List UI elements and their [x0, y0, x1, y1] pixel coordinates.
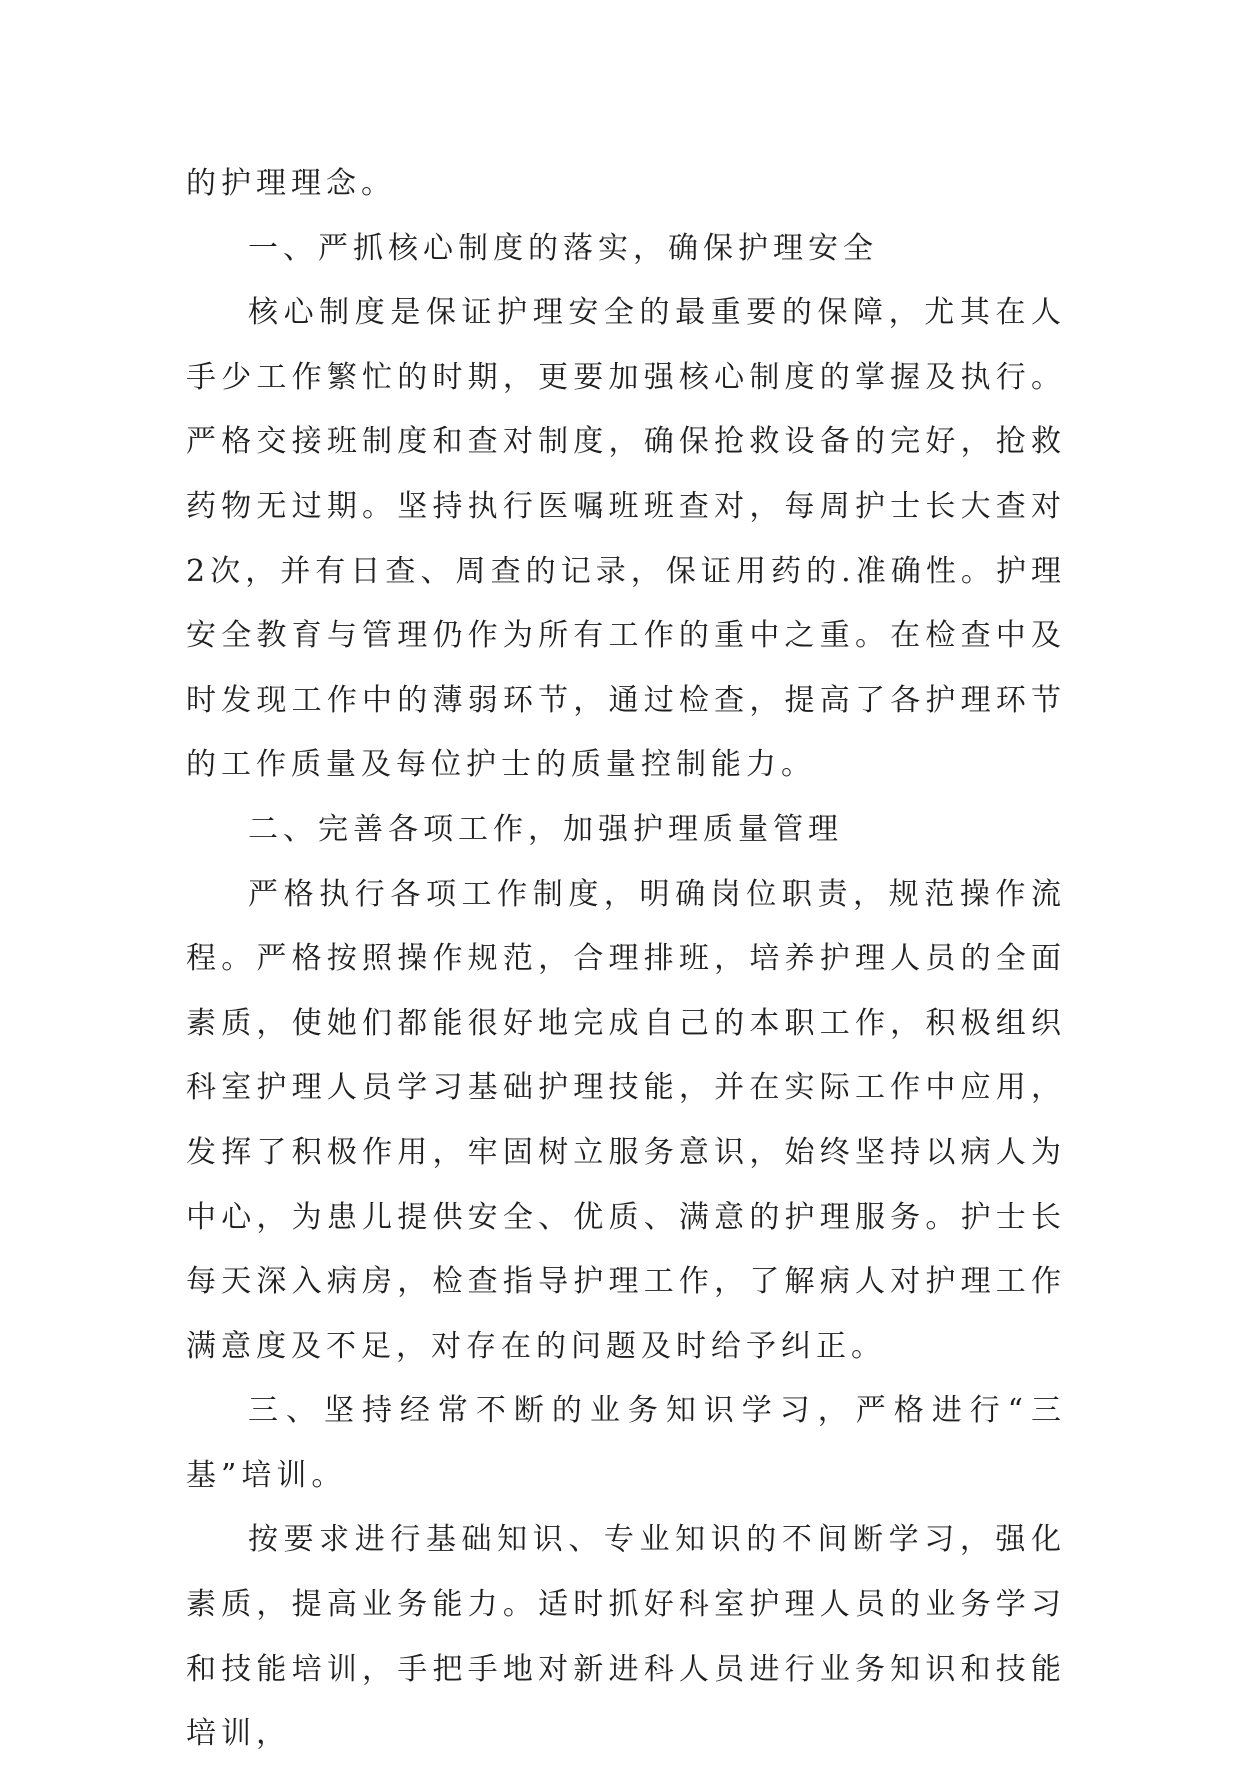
section-heading-1: 一、严抓核心制度的落实，确保护理安全 [248, 230, 878, 266]
section-heading-2: 二、完善各项工作，加强护理质量管理 [248, 811, 843, 847]
section-heading-3: 三、坚持经常不断的业务知识学习，严格进行“三基”培训。 [186, 1393, 1066, 1493]
paragraph-quality-management: 严格执行各项工作制度，明确岗位职责，规范操作流程。严格按照操作规范，合理排班，培养护理人员的全面素质，使她们都能很好地完成自己的本职工作，积极组织科室护理人员学习基础护理技能，并在实际工作中应用，发挥了积极作用，牢固树立服务意识，始终坚持以病人为中心，为患儿提供安全、优质、满意的护理服务。护士长每天深入病房，检查指导护理工作，了解病人对护理工作满意度及不足，对存在的问题及时给予纠正。 [186, 876, 1066, 1364]
document-body [186, 152, 1066, 1767]
paragraph-core-system: 核心制度是保证护理安全的最重要的保障，尤其在人手少工作繁忙的时期，更要加强核心制度的掌握及执行。严格交接班制度和查对制度，确保抢救设备的完好，抢救药物无过期。坚持执行医嘱班班查对，每周护士长大查对2次，并有日查、周查的记录，保证用药的.准确性。护理安全教育与管理仍作为所有工作的重中之重。在检查中及时发现工作中的薄弱环节，通过检查，提高了各护理环节的工作质量及每位护士的质量控制能力。 [186, 295, 1066, 783]
paragraph-training: 按要求进行基础知识、专业知识的不间断学习，强化素质，提高业务能力。适时抓好科室护理人员的业务学习和技能培训，手把手地对新进科人员进行业务知识和技能培训， [186, 1522, 1066, 1752]
paragraph-continuation: 的护理理念。 [186, 166, 396, 201]
